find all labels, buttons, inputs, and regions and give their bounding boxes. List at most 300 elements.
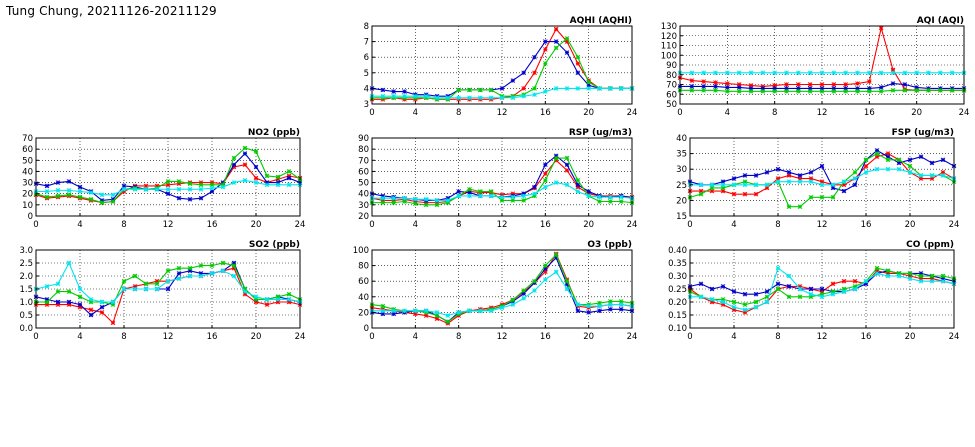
series-marker (89, 191, 93, 195)
x-tick-label: 0 (687, 220, 693, 230)
y-tick-label: 110 (660, 41, 677, 52)
series-marker (468, 309, 472, 313)
x-tick-label: 16 (539, 220, 551, 230)
series-marker (765, 300, 769, 304)
series-marker (533, 93, 537, 97)
series-marker (842, 279, 846, 283)
series-marker (875, 152, 879, 156)
series-marker (177, 266, 181, 270)
series-marker (725, 71, 729, 75)
series-marker (831, 292, 835, 296)
y-tick-label: 0.15 (668, 311, 687, 321)
series-marker (554, 270, 558, 274)
x-tick-label: 20 (904, 220, 916, 230)
series-marker (478, 96, 482, 100)
chart-panel-o3 (342, 238, 638, 348)
x-tick-label: 0 (33, 220, 39, 230)
series-marker (166, 187, 170, 191)
series-marker (199, 196, 203, 200)
x-tick-label: 8 (121, 220, 127, 230)
series-marker (619, 195, 623, 199)
series-marker (78, 295, 82, 299)
series-marker (243, 146, 247, 150)
series-marker (787, 205, 791, 209)
y-tick-label: 20 (358, 308, 369, 319)
series-marker (576, 55, 580, 59)
series-marker (89, 313, 93, 317)
series-marker (188, 266, 192, 270)
x-tick-label: 12 (816, 220, 828, 230)
series-marker (243, 163, 247, 167)
series-marker (533, 279, 537, 283)
series-marker (796, 71, 800, 75)
series-marker (511, 195, 515, 199)
series-marker (554, 86, 558, 90)
series-marker (903, 71, 907, 75)
series-marker (809, 287, 813, 291)
series-marker (243, 290, 247, 294)
series-marker (232, 181, 236, 185)
series-marker (832, 89, 836, 93)
series-marker (897, 158, 901, 162)
y-tick-label: 30 (22, 178, 33, 189)
x-tick-label: 24 (294, 332, 306, 342)
series-marker (587, 86, 591, 90)
y-tick-label: 3 (363, 100, 369, 110)
series-marker (166, 179, 170, 183)
series-marker (177, 187, 181, 191)
series-marker (56, 181, 60, 185)
series-marker (392, 94, 396, 98)
x-tick-label: 8 (455, 108, 462, 118)
series-marker (699, 282, 703, 286)
series-marker (457, 310, 461, 314)
series-marker (808, 83, 812, 87)
series-marker (853, 287, 857, 291)
series-marker (886, 158, 890, 162)
series-marker (500, 96, 504, 100)
series-marker (478, 309, 482, 313)
series-marker (122, 279, 126, 283)
series-marker (919, 279, 923, 283)
x-tick-label: 4 (77, 220, 83, 230)
x-tick-label: 8 (775, 332, 781, 342)
series-marker (381, 88, 385, 92)
series-marker (166, 279, 170, 283)
series-marker (232, 163, 236, 167)
series-marker (831, 195, 835, 199)
series-marker (820, 183, 824, 187)
series-marker (210, 271, 214, 275)
series-marker (232, 274, 236, 278)
x-tick-label: 8 (775, 220, 781, 230)
series-marker (702, 80, 706, 84)
chart-panel-aqhi (342, 14, 638, 124)
series-marker (254, 176, 258, 180)
chart-panel-no2 (6, 126, 306, 236)
series-marker (908, 277, 912, 281)
series-marker (809, 195, 813, 199)
x-tick-label: 12 (816, 332, 828, 342)
x-tick-label: 20 (250, 332, 262, 342)
series-marker (725, 82, 729, 86)
series-marker (867, 71, 871, 75)
x-tick-label: 16 (206, 332, 218, 342)
series-marker (543, 172, 547, 176)
x-tick-label: 20 (904, 332, 916, 342)
series-marker (831, 282, 835, 286)
series-marker (743, 183, 747, 187)
y-tick-label: 8 (363, 22, 369, 32)
series-marker (820, 295, 824, 299)
series-marker (702, 84, 706, 88)
series-marker (543, 90, 547, 94)
series-marker (598, 195, 602, 199)
series-marker (941, 173, 945, 177)
y-tick-label: 90 (358, 134, 369, 144)
series-marker (930, 274, 934, 278)
series-marker (67, 188, 71, 192)
series-marker (798, 287, 802, 291)
series-marker (690, 88, 694, 92)
series-marker (188, 274, 192, 278)
x-tick-label: 24 (626, 108, 638, 118)
series-marker (381, 304, 385, 308)
series-marker (533, 192, 537, 196)
y-tick-label: 1.5 (19, 285, 33, 295)
x-tick-label: 12 (162, 220, 174, 230)
y-tick-label: 60 (22, 145, 33, 156)
series-marker (533, 185, 537, 189)
series-marker (381, 196, 385, 200)
series-marker (732, 183, 736, 187)
series-marker (776, 287, 780, 291)
series-marker (930, 279, 934, 283)
series-marker (875, 266, 879, 270)
series-marker (489, 194, 493, 198)
series-marker (133, 287, 137, 291)
series-marker (67, 193, 71, 197)
series-marker (919, 274, 923, 278)
series-marker (765, 290, 769, 294)
series-marker (543, 264, 547, 268)
series-marker (522, 198, 526, 202)
series-marker (100, 310, 104, 314)
series-marker (221, 261, 225, 265)
series-marker (732, 290, 736, 294)
series-marker (522, 194, 526, 198)
series-marker (714, 84, 718, 88)
series-marker (927, 71, 931, 75)
series-marker (199, 187, 203, 191)
series-marker (511, 96, 515, 100)
series-marker (565, 287, 569, 291)
series-marker (478, 189, 482, 193)
series-marker (56, 188, 60, 192)
series-marker (853, 170, 857, 174)
series-marker (565, 279, 569, 283)
series-marker (511, 298, 515, 302)
series-marker (732, 305, 736, 309)
series-marker (743, 308, 747, 312)
series-marker (754, 300, 758, 304)
series-marker (842, 180, 846, 184)
x-tick-label: 8 (771, 108, 778, 118)
series-marker (915, 88, 919, 92)
series-marker (587, 189, 591, 193)
series-marker (787, 274, 791, 278)
series-marker (765, 170, 769, 174)
series-marker (737, 89, 741, 93)
chart-title: AQHI (AQHI) (569, 16, 632, 26)
series-marker (392, 90, 396, 94)
series-marker (886, 167, 890, 171)
series-marker (67, 300, 71, 304)
series-marker (45, 300, 49, 304)
series-marker (457, 88, 461, 92)
y-tick-label: 100 (352, 246, 369, 256)
x-tick-label: 0 (369, 108, 375, 118)
series-marker (576, 189, 580, 193)
series-marker (287, 169, 291, 173)
series-marker (457, 189, 461, 193)
series-marker (381, 201, 385, 205)
series-marker (424, 94, 428, 98)
series-marker (122, 287, 126, 291)
series-marker (166, 287, 170, 291)
series-marker (413, 309, 417, 313)
series-marker (199, 183, 203, 187)
series-marker (100, 193, 104, 197)
series-marker (56, 300, 60, 304)
x-tick-label: 16 (539, 108, 551, 118)
y-tick-label: 70 (358, 156, 369, 167)
series-marker (554, 46, 558, 50)
series-marker (908, 158, 912, 162)
series-marker (543, 47, 547, 51)
y-tick-label: 0 (27, 212, 33, 222)
series-marker (435, 203, 439, 207)
series-marker (732, 300, 736, 304)
y-tick-label: 20 (358, 212, 369, 222)
series-marker (608, 307, 612, 311)
series-marker (576, 183, 580, 187)
series-marker (468, 96, 472, 100)
series-marker (424, 309, 428, 313)
series-marker (166, 269, 170, 273)
series-marker (468, 187, 472, 191)
series-marker (254, 181, 258, 185)
series-marker (721, 183, 725, 187)
series-marker (576, 309, 580, 313)
series-marker (489, 96, 493, 100)
series-marker (820, 287, 824, 291)
series-marker (743, 173, 747, 177)
y-tick-label: 40 (22, 167, 33, 178)
series-marker (808, 71, 812, 75)
series-marker (489, 309, 493, 313)
series-marker (565, 183, 569, 187)
x-tick-label: 16 (539, 332, 551, 342)
series-marker (699, 192, 703, 196)
series-marker (565, 86, 569, 90)
series-marker (133, 187, 137, 191)
series-marker (424, 197, 428, 201)
series-marker (598, 86, 602, 90)
series-marker (554, 27, 558, 31)
series-marker (608, 200, 612, 204)
series-marker (941, 279, 945, 283)
y-tick-label: 2.5 (19, 259, 33, 269)
y-tick-label: 3.0 (19, 246, 33, 256)
series-marker (446, 198, 450, 202)
series-marker (199, 274, 203, 278)
y-tick-label: 120 (660, 31, 677, 42)
y-tick-label: 70 (22, 134, 33, 144)
chart-panel-so2 (6, 238, 306, 348)
series-marker (787, 295, 791, 299)
series-marker (919, 173, 923, 177)
series-marker (111, 200, 115, 204)
y-tick-label: 25 (676, 180, 687, 191)
series-marker (413, 197, 417, 201)
series-marker (254, 149, 258, 153)
y-tick-label: 50 (358, 178, 369, 189)
series-marker (773, 71, 777, 75)
series-marker (489, 189, 493, 193)
series-marker (808, 89, 812, 93)
series-marker (776, 282, 780, 286)
series-marker (144, 187, 148, 191)
x-tick-label: 8 (455, 220, 462, 230)
series-marker (897, 274, 901, 278)
series-marker (403, 309, 407, 313)
x-tick-label: 24 (626, 220, 638, 230)
x-tick-label: 16 (860, 332, 872, 342)
series-marker (785, 89, 789, 93)
series-marker (133, 274, 137, 278)
series-marker (587, 80, 591, 84)
series-marker (56, 290, 60, 294)
x-tick-label: 16 (863, 108, 875, 118)
series-marker (276, 175, 280, 179)
y-tick-label: 1.0 (19, 298, 33, 308)
series-marker (867, 80, 871, 84)
x-tick-label: 24 (294, 220, 306, 230)
series-marker (111, 321, 115, 325)
series-marker (820, 83, 824, 87)
series-marker (533, 55, 537, 59)
series-marker (381, 309, 385, 313)
y-tick-label: 30 (676, 165, 687, 176)
series-marker (773, 89, 777, 93)
series-marker (243, 152, 247, 156)
series-marker (690, 84, 694, 88)
chart-svg (6, 126, 306, 236)
series-marker (89, 297, 93, 301)
series-marker (754, 192, 758, 196)
series-marker (500, 195, 504, 199)
series-marker (522, 94, 526, 98)
y-tick-label: 6 (363, 53, 369, 64)
series-marker (265, 303, 269, 307)
series-marker (908, 271, 912, 275)
series-marker (276, 183, 280, 187)
series-marker (587, 304, 591, 308)
series-marker (446, 314, 450, 318)
series-marker (56, 282, 60, 286)
series-marker (565, 163, 569, 167)
series-marker (565, 168, 569, 172)
series-marker (867, 89, 871, 93)
series-marker (478, 194, 482, 198)
series-marker (188, 197, 192, 201)
series-marker (856, 89, 860, 93)
series-marker (798, 173, 802, 177)
y-tick-label: 130 (660, 22, 677, 32)
x-tick-label: 16 (206, 220, 218, 230)
series-marker (576, 303, 580, 307)
series-marker (927, 88, 931, 92)
series-marker (543, 278, 547, 282)
y-tick-label: 100 (660, 51, 677, 62)
series-marker (699, 183, 703, 187)
y-tick-label: 35 (676, 149, 687, 160)
x-tick-label: 20 (911, 108, 923, 118)
series-marker (576, 86, 580, 90)
chart-title: O3 (ppb) (587, 240, 632, 250)
x-tick-label: 20 (583, 108, 595, 118)
series-marker (853, 183, 857, 187)
chart-title: CO (ppm) (906, 240, 954, 250)
series-marker (533, 289, 537, 293)
series-marker (702, 88, 706, 92)
series-marker (254, 295, 258, 299)
x-tick-label: 12 (162, 332, 174, 342)
x-tick-label: 4 (412, 220, 419, 230)
series-marker (798, 295, 802, 299)
series-marker (776, 180, 780, 184)
series-marker (690, 71, 694, 75)
series-marker (446, 320, 450, 324)
series-marker (776, 266, 780, 270)
series-marker (381, 94, 385, 98)
series-marker (210, 264, 214, 268)
series-marker (856, 82, 860, 86)
series-marker (864, 279, 868, 283)
series-marker (761, 89, 765, 93)
series-marker (166, 192, 170, 196)
series-marker (111, 193, 115, 197)
chart-panel-rsp (342, 126, 638, 236)
series-marker (565, 51, 569, 55)
series-marker (598, 200, 602, 204)
x-tick-label: 20 (583, 220, 595, 230)
series-marker (435, 310, 439, 314)
series-marker (403, 196, 407, 200)
series-marker (754, 183, 758, 187)
series-marker (254, 165, 258, 169)
series-marker (89, 308, 93, 312)
y-tick-label: 80 (358, 261, 369, 272)
series-marker (522, 296, 526, 300)
x-tick-label: 12 (816, 108, 828, 118)
series-marker (702, 71, 706, 75)
x-tick-label: 0 (369, 220, 375, 230)
series-marker (221, 269, 225, 273)
series-marker (232, 156, 236, 160)
y-tick-label: 0.25 (668, 285, 687, 295)
